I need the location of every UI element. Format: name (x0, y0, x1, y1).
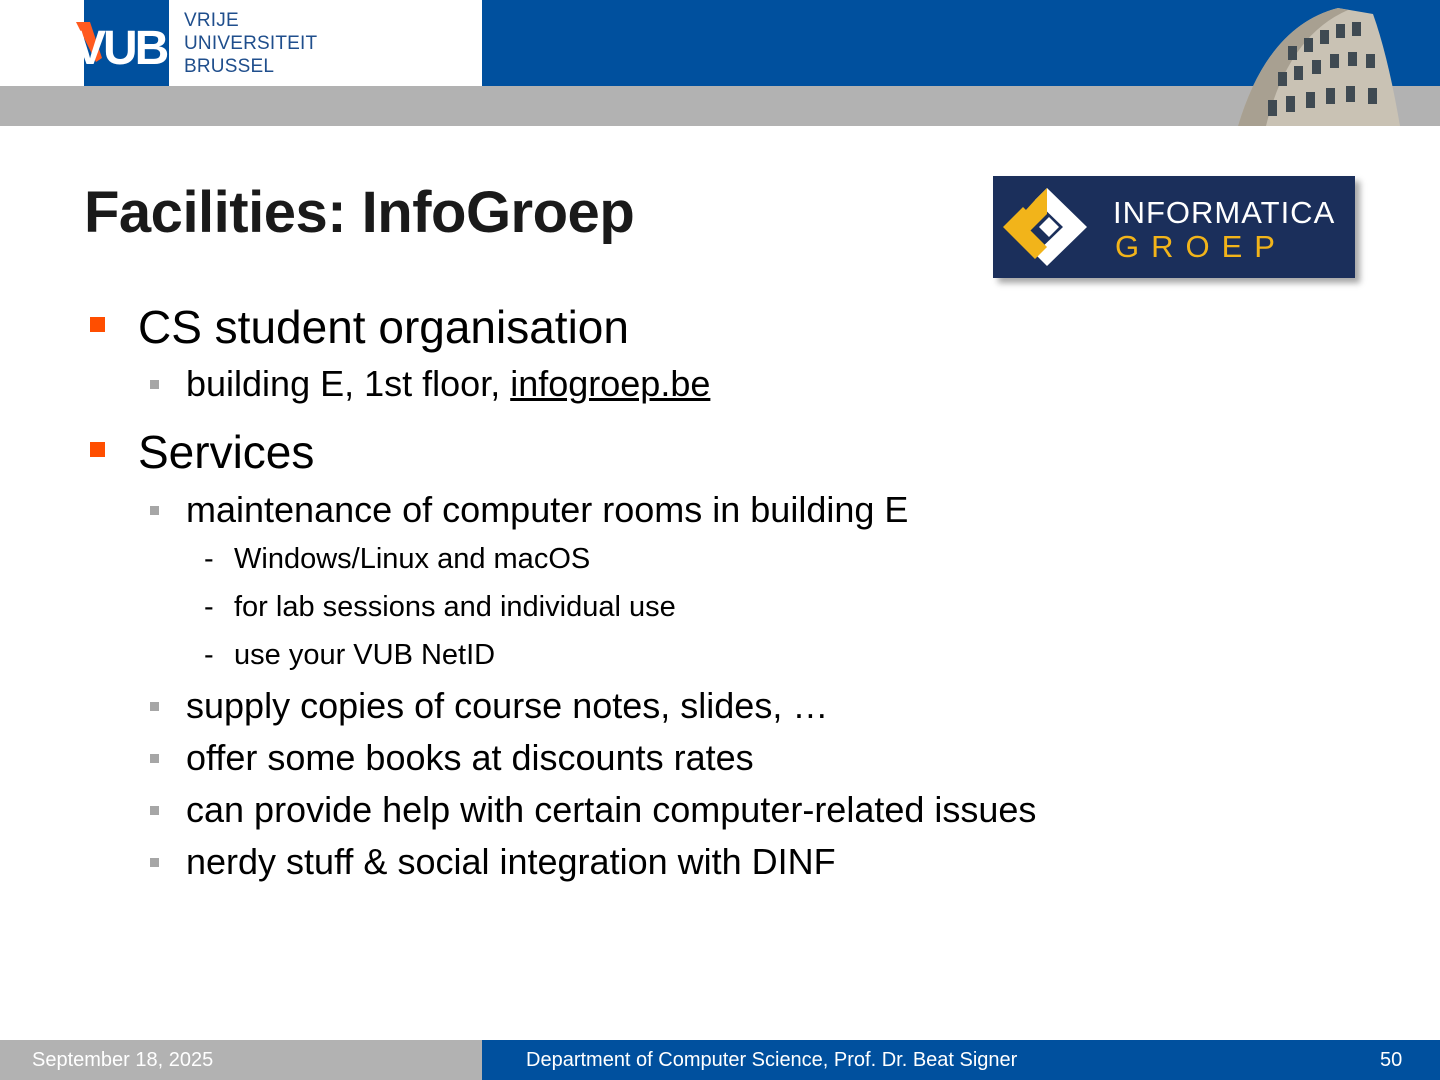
bullet-square-gray (150, 702, 159, 711)
bullet-supply-copies: supply copies of course notes, slides, … (186, 685, 829, 726)
university-line-2: UNIVERSITEIT (184, 33, 318, 54)
bullet-computer-help: can provide help with certain computer-related issues (186, 789, 1037, 830)
infogroep-logo-line-1: INFORMATICA (1113, 195, 1336, 230)
vub-logo-mark (74, 0, 169, 86)
sub-bullet-windows-linux: Windows/Linux and macOS (234, 543, 591, 575)
footer-date: September 18, 2025 (32, 1049, 214, 1071)
location-text: building E, 1st floor, (186, 363, 511, 404)
dash-marker: - (204, 591, 214, 623)
bullet-cs-student-organisation: CS student organisation (138, 301, 629, 353)
bullet-square-gray (150, 858, 159, 867)
university-line-1: VRIJE (184, 10, 239, 31)
informatica-groep-logo (993, 176, 1355, 278)
bullet-square-gray (150, 754, 159, 763)
infogroep-link[interactable]: infogroep.be (510, 363, 711, 404)
bullet-building-location (186, 363, 710, 405)
sub-bullet-netid: use your VUB NetID (234, 639, 496, 671)
infogroep-diamond-icon (1001, 182, 1101, 272)
infogroep-logo-line-2: GROEP (1115, 229, 1287, 264)
bullet-services: Services (138, 426, 315, 478)
header-gray-band (0, 86, 1440, 126)
bullet-nerdy-stuff: nerdy stuff & social integration with DINF (186, 841, 836, 882)
dash-marker: - (204, 543, 214, 575)
footer-department: Department of Computer Science, Prof. Dr. Beat Signer (526, 1049, 1018, 1071)
bullet-square-gray (150, 506, 159, 515)
university-logo (0, 0, 482, 86)
bullet-square-orange (90, 317, 105, 332)
bullet-square-gray (150, 806, 159, 815)
bullet-maintenance: maintenance of computer rooms in building E (186, 489, 909, 530)
university-name (184, 9, 404, 78)
dash-marker: - (204, 639, 214, 671)
sub-bullet-lab-sessions: for lab sessions and individual use (234, 591, 676, 623)
page-number: 50 (1380, 1049, 1403, 1071)
building-photo (1228, 6, 1403, 126)
bullet-books-discounts: offer some books at discounts rates (186, 737, 754, 778)
svg-text:VUB: VUB (74, 22, 167, 75)
bullet-square-orange (90, 442, 105, 457)
slide-title: Facilities: InfoGroep (84, 180, 635, 245)
bullet-square-gray (150, 380, 159, 389)
university-line-3: BRUSSEL (184, 56, 275, 77)
